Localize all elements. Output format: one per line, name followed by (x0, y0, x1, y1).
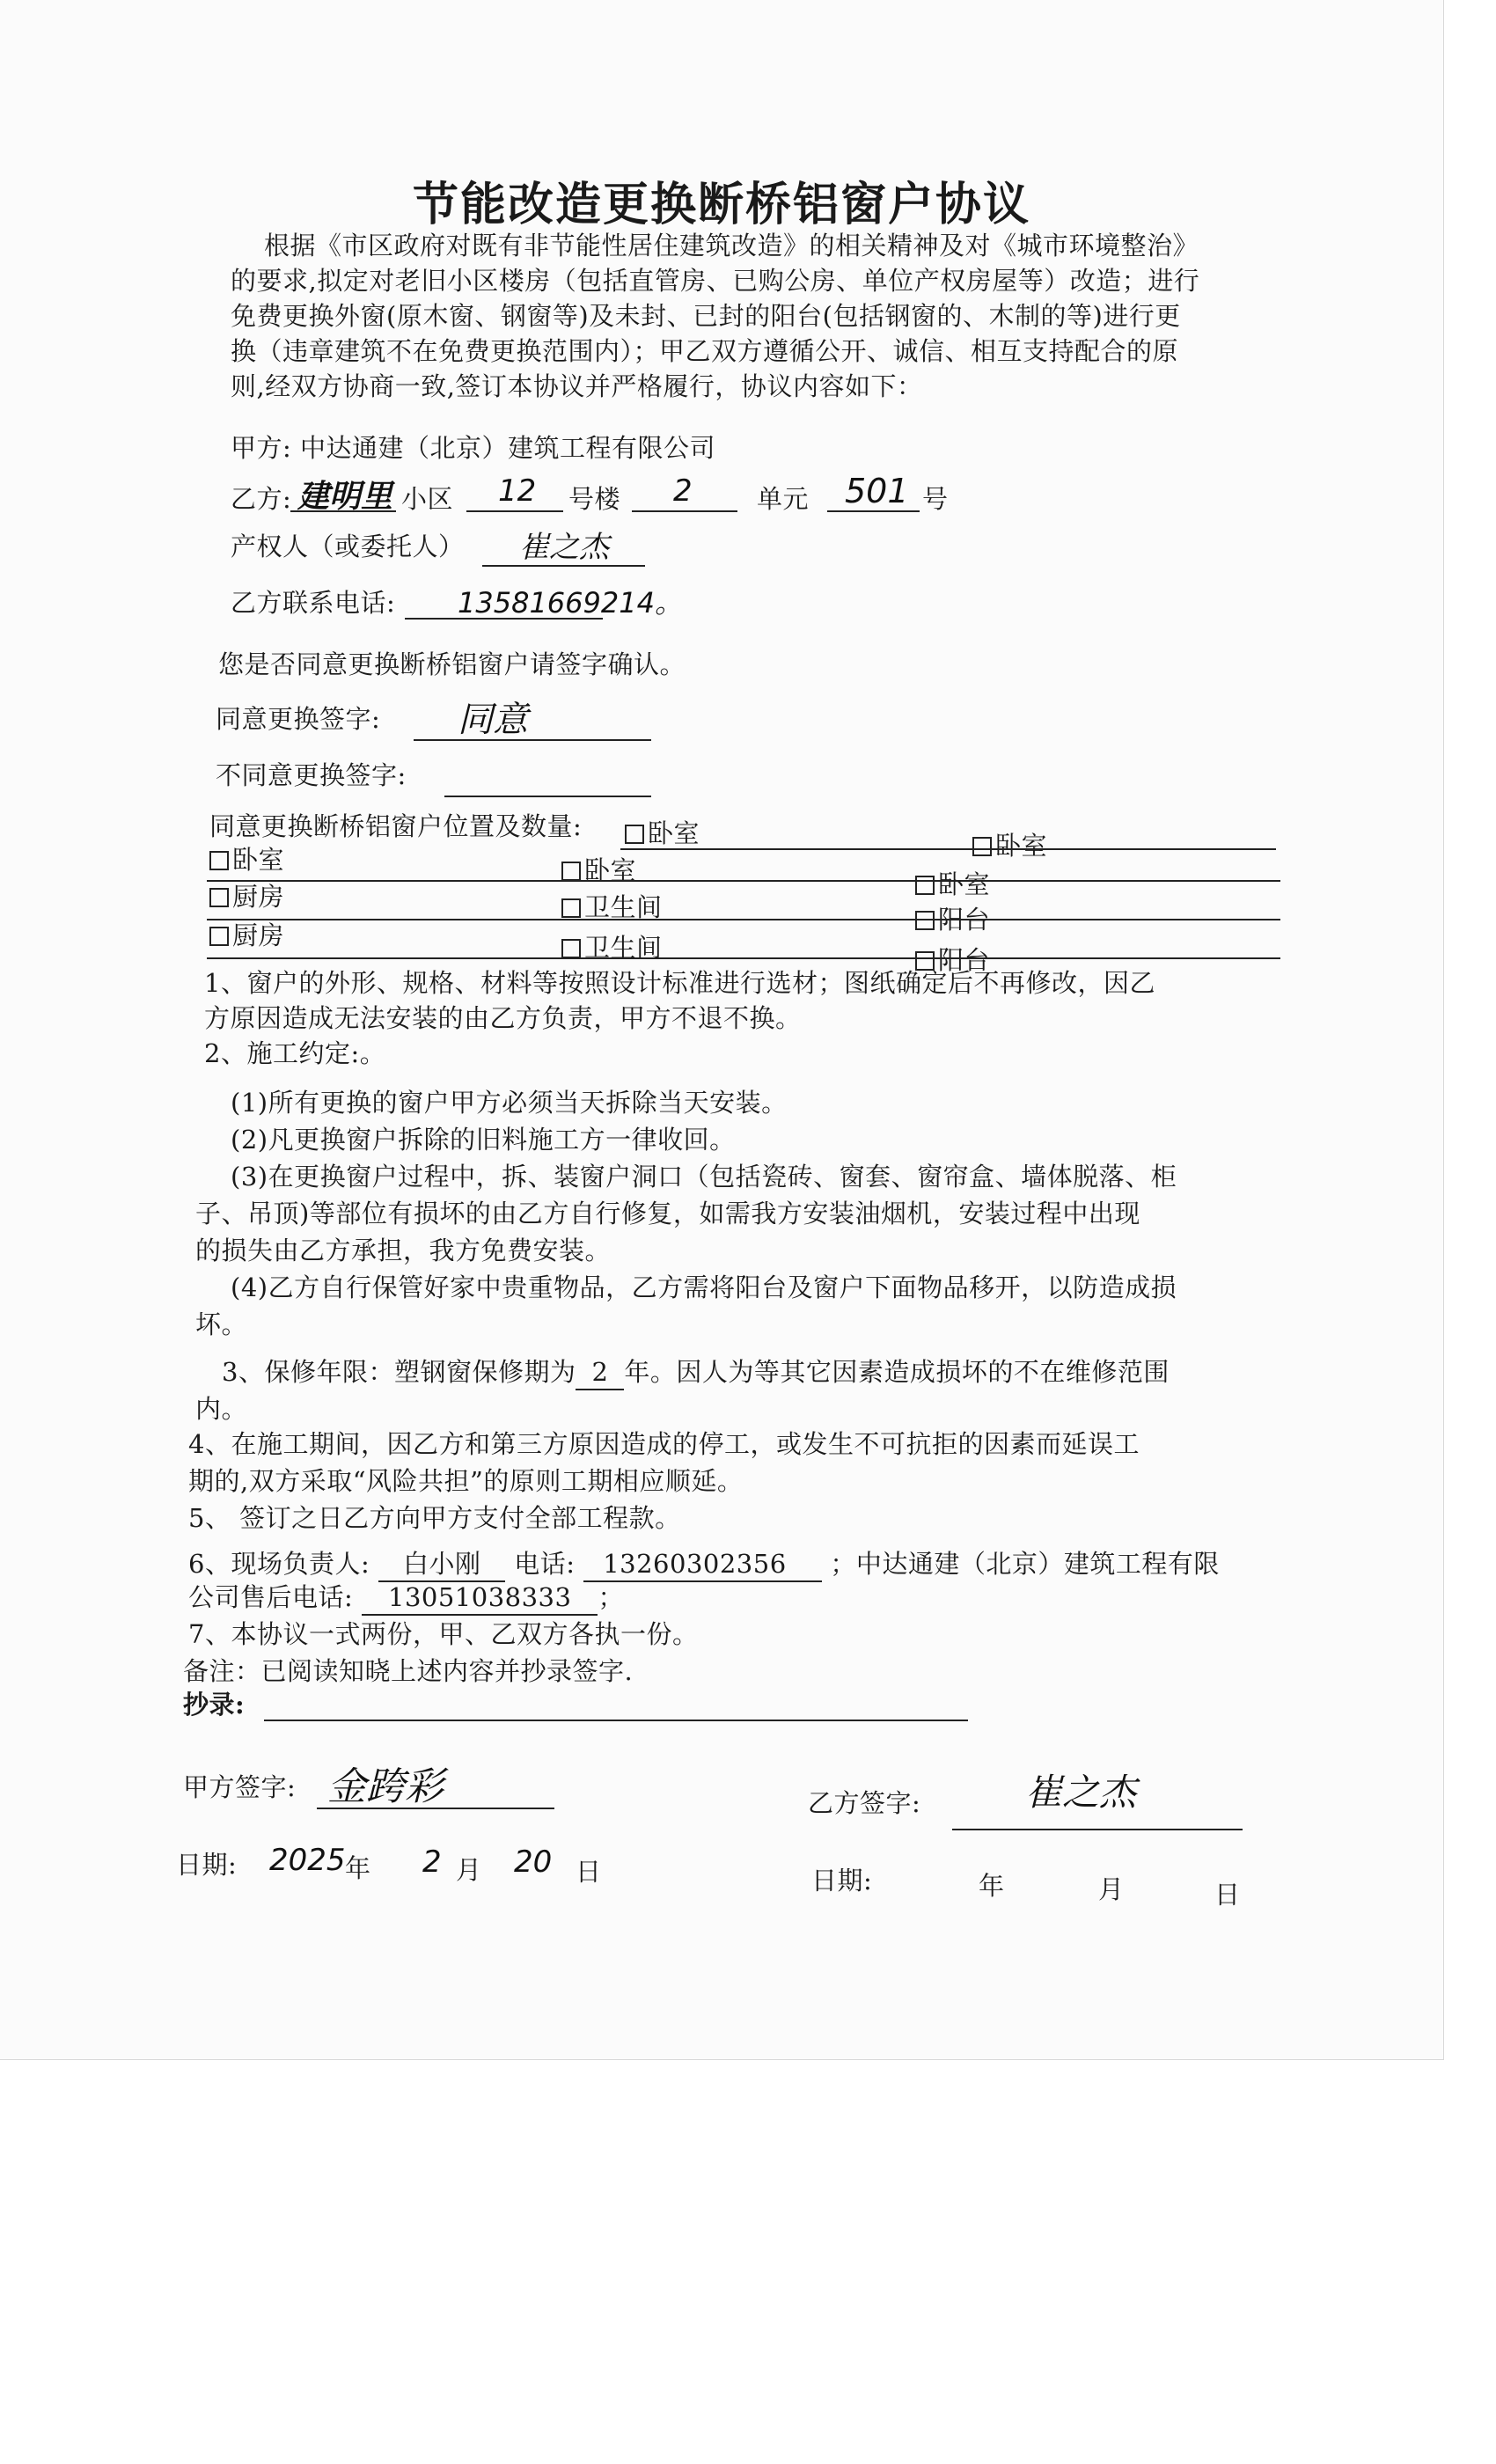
date-a-month: 2 (422, 1844, 442, 1880)
room-underline (827, 510, 920, 512)
window-cell: 卧室 (209, 843, 284, 876)
date-a-year: 2025 (269, 1843, 346, 1878)
window-cell: 卫生间 (561, 891, 663, 924)
date-a-month-unit: 月 (456, 1855, 482, 1885)
clause-1-line-1: 1、窗户的外形、规格、材料等按照设计标准进行选材；图纸确定后不再修改，因乙 (204, 968, 1155, 998)
date-a-day-unit: 日 (576, 1857, 602, 1887)
disagree-label: 不同意更换签字: (216, 760, 407, 790)
windows-label: 同意更换断桥铝窗户位置及数量: (209, 811, 583, 841)
note: 备注：已阅读知晓上述内容并抄录签字. (183, 1656, 634, 1686)
window-cell: 卫生间 (561, 931, 663, 964)
clause-4-line-1: 4、在施工期间，因乙方和第三方原因造成的停工，或发生不可抗拒的因素而延误工 (188, 1429, 1140, 1459)
community-label: 小区 (401, 484, 454, 514)
unit-value: 2 (673, 473, 693, 509)
building-value: 12 (498, 473, 537, 509)
window-cell: 卧室 (915, 868, 990, 901)
room-label: 号 (922, 484, 949, 514)
phone-underline (405, 618, 603, 620)
clause-2-3-line-3: 的损失由乙方承担，我方免费安装。 (195, 1236, 612, 1265)
windows-row-line (620, 848, 1276, 850)
building-label: 号楼 (568, 484, 621, 514)
document-title: 节能改造更换断桥铝窗户协议 (412, 179, 1030, 231)
agree-underline (414, 739, 651, 741)
clause-2-3-line-2: 子、吊顶)等部位有损坏的由乙方自行修复，如需我方安装油烟机，安装过程中出现 (195, 1199, 1140, 1228)
checkbox-icon[interactable] (915, 911, 935, 930)
clause-6-line-1: 6、现场负责人: 白小刚 电话: 13260302356 ；中达通建（北京）建筑工程有限 (188, 1547, 1220, 1582)
clause-2-1: (1)所有更换的窗户甲方必须当天拆除当天安装。 (231, 1088, 788, 1118)
clause-2-heading: 2、施工约定:。 (204, 1038, 386, 1068)
sign-b-label: 乙方签字: (808, 1788, 921, 1818)
clause-7: 7、本协议一式两份，甲、乙双方各执一份。 (188, 1619, 699, 1649)
building-underline (466, 510, 563, 512)
community-underline (290, 510, 396, 512)
unit-underline (632, 510, 737, 512)
checkbox-icon[interactable] (209, 888, 229, 907)
intro-line-2: 的要求,拟定对老旧小区楼房（包括直管房、已购公房、单位产权房屋等）改造；进行 (231, 266, 1200, 296)
checkbox-icon[interactable] (561, 898, 581, 918)
owner-underline (482, 565, 645, 567)
warranty-years: 2 (576, 1355, 624, 1390)
community-value: 建明里 (297, 479, 393, 515)
windows-row-line (207, 957, 1280, 959)
checkbox-icon[interactable] (915, 876, 935, 895)
clause-2-3-line-1: (3)在更换窗户过程中，拆、装窗户洞口（包括瓷砖、窗套、窗帘盒、墙体脱落、柜 (231, 1162, 1177, 1192)
room-value: 501 (845, 472, 909, 510)
window-cell: 厨房 (209, 919, 284, 952)
window-cell: 阳台 (915, 943, 990, 977)
disagree-underline (444, 796, 651, 797)
intro-line-1: 根据《市区政府对既有非节能性居住建筑改造》的相关精神及对《城市环境整治》 (264, 231, 1199, 260)
window-cell: 卧室 (625, 817, 700, 850)
clause-1-line-2: 方原因造成无法安装的由乙方负责，甲方不退不换。 (204, 1003, 802, 1033)
window-cell: 卧室 (561, 854, 636, 887)
clause-2-4-line-1: (4)乙方自行保管好家中贵重物品，乙方需将阳台及窗户下面物品移开，以防造成损 (231, 1272, 1177, 1302)
clause-2-2: (2)凡更换窗户拆除的旧料施工方一律收回。 (231, 1125, 736, 1155)
sign-b-underline (952, 1829, 1243, 1830)
copy-underline (264, 1720, 968, 1721)
manager-phone: 13260302356 (583, 1547, 821, 1582)
checkbox-icon[interactable] (209, 851, 229, 870)
window-cell: 卧室 (972, 829, 1047, 862)
checkbox-icon[interactable] (561, 862, 581, 881)
clause-5: 5、 签订之日乙方向甲方支付全部工程款。 (188, 1503, 681, 1533)
party-a: 甲方: 中达通建（北京）建筑工程有限公司 (231, 433, 715, 463)
agree-label: 同意更换签字: (216, 704, 381, 734)
date-a-day: 20 (514, 1844, 553, 1880)
intro-line-5: 则,经双方协商一致,签订本协议并严格履行，协议内容如下： (231, 371, 923, 401)
clause-3: 3、保修年限：塑钢窗保修期为 2 年。因人为等其它因素造成损坏的不在维修范围 (222, 1355, 1170, 1390)
date-b-month-unit: 月 (1098, 1874, 1125, 1904)
consent-question: 您是否同意更换断桥铝窗户请签字确认。 (218, 649, 686, 679)
checkbox-icon[interactable] (625, 825, 644, 844)
manager-name: 白小刚 (378, 1547, 506, 1582)
date-a-year-unit: 年 (345, 1853, 371, 1883)
sign-a-label: 甲方签字: (183, 1772, 297, 1802)
intro-line-4: 换（违章建筑不在免费更换范围内）；甲乙双方遵循公开、诚信、相互支持配合的原 (231, 336, 1179, 366)
owner-label: 产权人（或委托人） (231, 532, 465, 561)
window-cell: 阳台 (915, 903, 990, 936)
window-cell: 厨房 (209, 880, 284, 913)
sign-a-underline (317, 1808, 554, 1809)
checkbox-icon[interactable] (561, 939, 581, 958)
windows-row-line (207, 919, 1280, 920)
sign-b-signature: 崔之杰 (1025, 1771, 1137, 1814)
owner-signature: 崔之杰 (519, 530, 609, 565)
phone-value: 13581669214。 (458, 586, 683, 620)
clause-2-4-line-2: 坏。 (195, 1309, 248, 1339)
copy-label: 抄录: (183, 1690, 246, 1720)
service-phone: 13051038333 (362, 1580, 598, 1616)
phone-label: 乙方联系电话: (231, 588, 396, 618)
clause-4-line-2: 期的,双方采取“风险共担”的原则工期相应顺延。 (188, 1466, 744, 1496)
party-b-label: 乙方: (231, 484, 292, 514)
date-a-label: 日期: (176, 1850, 238, 1880)
clause-6-line-2: 公司售后电话: 13051038333 ； (188, 1580, 624, 1616)
sign-a-signature: 金跨彩 (327, 1764, 444, 1809)
clause-3-cont: 内。 (195, 1394, 248, 1424)
date-b-day-unit: 日 (1214, 1880, 1241, 1910)
checkbox-icon[interactable] (972, 837, 992, 856)
unit-label: 单元 (757, 484, 810, 514)
intro-line-3: 免费更换外窗(原木窗、钢窗等)及未封、已封的阳台(包括钢窗的、木制的等)进行更 (231, 301, 1181, 331)
date-b-label: 日期: (811, 1866, 873, 1896)
windows-row-line (207, 880, 1280, 882)
date-b-year-unit: 年 (979, 1871, 1005, 1901)
agree-signature: 同意 (458, 700, 528, 740)
checkbox-icon[interactable] (209, 927, 229, 946)
